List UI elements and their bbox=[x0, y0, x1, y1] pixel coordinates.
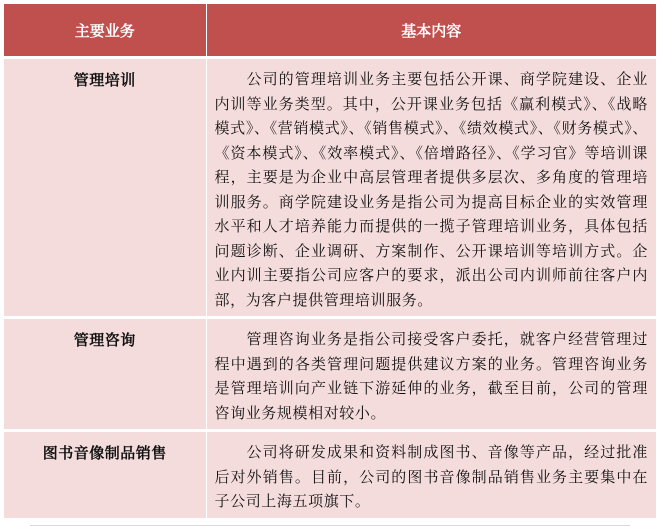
content-cell bbox=[206, 431, 656, 519]
business-name-management-consulting: 管理咨询 bbox=[73, 331, 136, 349]
business-cell bbox=[4, 318, 206, 431]
table-row bbox=[4, 318, 656, 431]
content-cell bbox=[206, 318, 656, 431]
business-table bbox=[4, 4, 656, 518]
content-management-consulting: 管理咨询业务是指公司接受客户委托，就客户经营管理过程中遇到的各类管理问题提供建议方案的业务。管理咨询业务是管理培训向产业链下游延伸的业务，截至目前，公司的管理咨询业务规模相对较小。 bbox=[214, 330, 648, 422]
content-management-training: 公司的管理培训业务主要包括公开课、商学院建设、企业内训等业务类型。其中，公开课业务包括《赢利模式》、《战略模式》、《营销模式》、《销售模式》、《绩效模式》、《财务模式》、《资本模式》、《效率模式》、《倍增路径》、《学习官》等培训课程，主要是为企业中高层管理者提供多层次、多角度的管理培训服务。商学院建设业务是指公司为提高目标企业的实效管理水平和人才培养能力而提供的一揽子管理培训业务，具体包括问题诊断、企业调研、方案制作、公开课培训等培训方式。企业内训主要指公司应客户的要求，派出公司内训师前往客户内部，为客户提供管理培训服务。 bbox=[214, 70, 648, 309]
content-cell bbox=[206, 58, 656, 318]
content-books-media-sales: 公司将研发成果和资料制成图书、音像等产品，经过批准后对外销售。目前，公司的图书音像制品销售业务主要集中在子公司上海五项旗下。 bbox=[214, 443, 648, 510]
header-main-business: 主要业务 bbox=[4, 4, 206, 58]
business-cell bbox=[4, 431, 206, 519]
table-row bbox=[4, 58, 656, 318]
business-name-books-media-sales: 图书音像制品销售 bbox=[42, 444, 167, 462]
bottom-divider bbox=[30, 525, 630, 526]
business-name-management-training: 管理培训 bbox=[73, 71, 136, 89]
header-basic-content: 基本内容 bbox=[206, 4, 656, 58]
business-cell bbox=[4, 58, 206, 318]
table-header-row bbox=[4, 4, 656, 58]
table-row bbox=[4, 431, 656, 519]
